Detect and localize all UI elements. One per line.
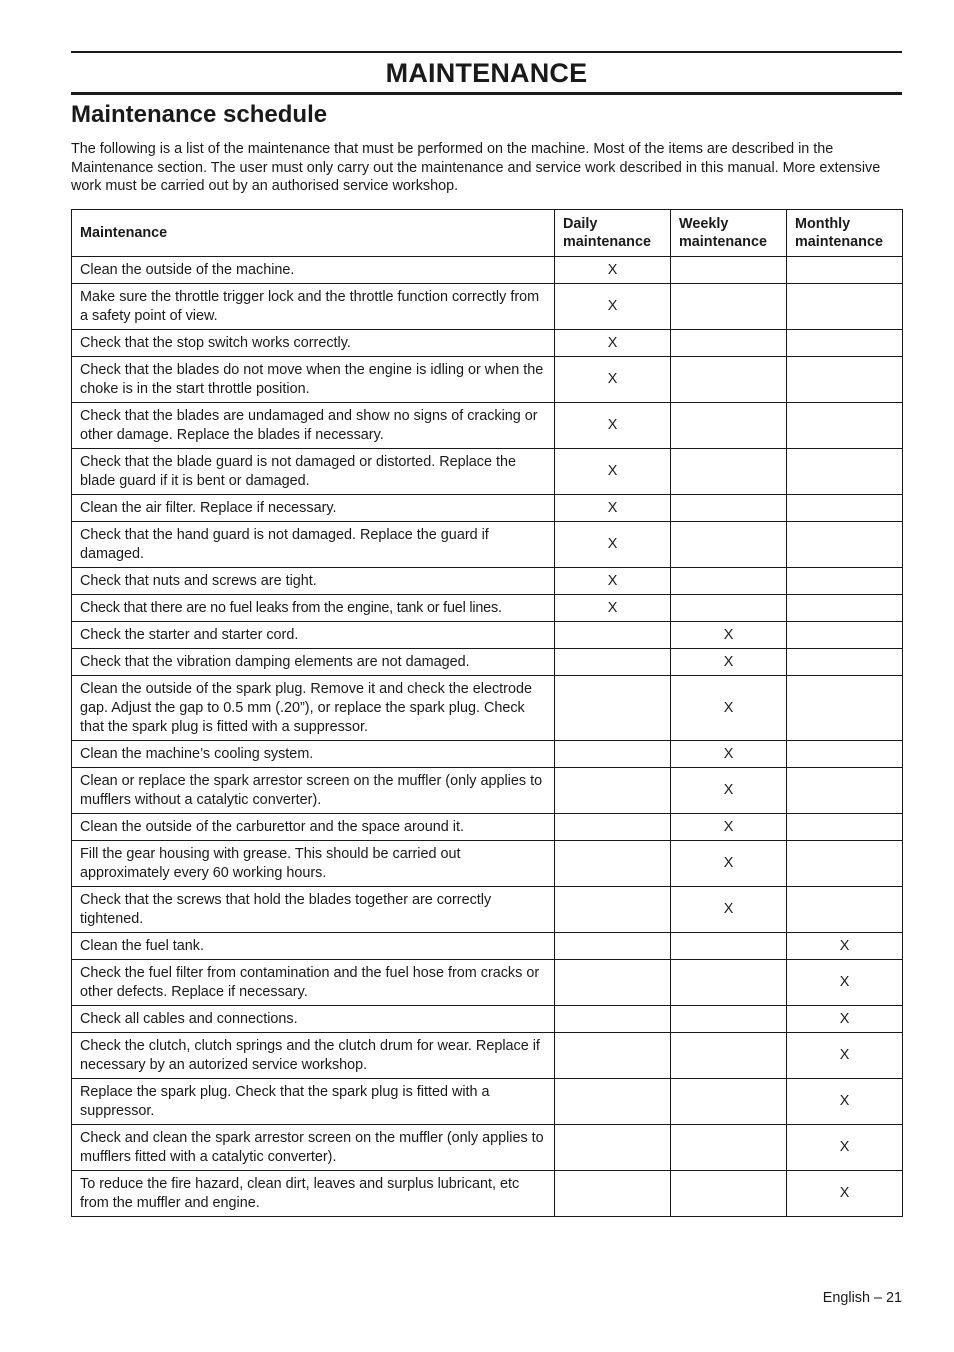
header-daily-line1: Daily: [563, 215, 598, 232]
table-body: [72, 257, 903, 1217]
header-daily-line2: maintenance: [563, 234, 651, 250]
task-cell: Check that nuts and screws are tight.: [72, 568, 555, 595]
weekly-cell: [671, 960, 787, 1006]
weekly-cell: [671, 495, 787, 522]
task-cell: Check all cables and connections.: [72, 1006, 555, 1033]
monthly-cell: X: [787, 1033, 903, 1079]
section-header: [71, 51, 902, 95]
header-maintenance: Maintenance: [72, 210, 555, 257]
weekly-cell: [671, 522, 787, 568]
header-weekly: [671, 210, 787, 257]
weekly-cell: [671, 595, 787, 622]
daily-cell: [555, 887, 671, 933]
monthly-cell: X: [787, 1171, 903, 1217]
daily-cell: X: [555, 257, 671, 284]
task-cell: Check that the hand guard is not damaged. Replace the guard if damaged.: [72, 522, 555, 568]
monthly-cell: [787, 522, 903, 568]
task-cell: Make sure the throttle trigger lock and the throttle function correctly from a safety point of view.: [72, 284, 555, 330]
daily-cell: X: [555, 568, 671, 595]
task-cell: Check that the blades do not move when the engine is idling or when the choke is in the start throttle position.: [72, 357, 555, 403]
maintenance-schedule-table: [71, 209, 903, 1217]
table-row: [72, 495, 903, 522]
table-row: [72, 841, 903, 887]
table-row: [72, 887, 903, 933]
task-cell: Check the starter and starter cord.: [72, 622, 555, 649]
daily-cell: [555, 1006, 671, 1033]
weekly-cell: [671, 257, 787, 284]
daily-cell: [555, 841, 671, 887]
daily-cell: [555, 622, 671, 649]
weekly-cell: [671, 1125, 787, 1171]
table-row: [72, 449, 903, 495]
page-footer: English – 21: [822, 1290, 902, 1306]
table-row: [72, 1125, 903, 1171]
daily-cell: X: [555, 284, 671, 330]
header-weekly-line2: maintenance: [679, 234, 767, 250]
monthly-cell: [787, 449, 903, 495]
monthly-cell: [787, 676, 903, 741]
daily-cell: X: [555, 595, 671, 622]
monthly-cell: [787, 595, 903, 622]
weekly-cell: [671, 284, 787, 330]
daily-cell: [555, 1079, 671, 1125]
daily-cell: [555, 768, 671, 814]
table-row: [72, 1033, 903, 1079]
weekly-cell: [671, 449, 787, 495]
daily-cell: X: [555, 522, 671, 568]
task-cell: Check that there are no fuel leaks from the engine, tank or fuel lines.: [72, 595, 555, 622]
daily-cell: X: [555, 357, 671, 403]
daily-cell: [555, 1125, 671, 1171]
weekly-cell: [671, 933, 787, 960]
table-row: [72, 676, 903, 741]
weekly-cell: X: [671, 649, 787, 676]
daily-cell: [555, 814, 671, 841]
monthly-cell: [787, 284, 903, 330]
table-row: [72, 933, 903, 960]
page-title: Maintenance schedule: [71, 101, 328, 128]
table-row: [72, 814, 903, 841]
monthly-cell: X: [787, 960, 903, 1006]
weekly-cell: [671, 1033, 787, 1079]
weekly-cell: X: [671, 768, 787, 814]
table-row: [72, 1079, 903, 1125]
monthly-cell: [787, 841, 903, 887]
section-title: MAINTENANCE: [385, 58, 588, 88]
table-row: [72, 330, 903, 357]
table-row: [72, 622, 903, 649]
table-row: [72, 1006, 903, 1033]
intro-paragraph: The following is a list of the maintenance that must be performed on the machine. Most of the items are described in the Maintenance section. The user must only carry out the maintenance and service work described in this manual. More extensive work must be carried out by an authorised service workshop.: [71, 141, 881, 194]
task-cell: Check that the screws that hold the blades together are correctly tightened.: [72, 887, 555, 933]
task-cell: Clean the outside of the spark plug. Remove it and check the electrode gap. Adjust the gap to 0.5 mm (.20”), or replace the spark plug. Check that the spark plug is fitted with a suppressor.: [72, 676, 555, 741]
monthly-cell: [787, 495, 903, 522]
weekly-cell: X: [671, 841, 787, 887]
task-cell: Check the clutch, clutch springs and the clutch drum for wear. Replace if necessary by an autorized service workshop.: [72, 1033, 555, 1079]
task-cell: Check the fuel filter from contamination and the fuel hose from cracks or other defects. Replace if necessary.: [72, 960, 555, 1006]
monthly-cell: [787, 622, 903, 649]
task-cell: To reduce the fire hazard, clean dirt, leaves and surplus lubricant, etc from the muffler and engine.: [72, 1171, 555, 1217]
task-cell: Check that the stop switch works correctly.: [72, 330, 555, 357]
daily-cell: [555, 741, 671, 768]
daily-cell: X: [555, 495, 671, 522]
monthly-cell: X: [787, 1125, 903, 1171]
task-cell: Clean the outside of the carburettor and the space around it.: [72, 814, 555, 841]
task-cell: Fill the gear housing with grease. This should be carried out approximately every 60 working hours.: [72, 841, 555, 887]
weekly-cell: X: [671, 887, 787, 933]
monthly-cell: X: [787, 1006, 903, 1033]
table-row: [72, 741, 903, 768]
task-cell: Clean the fuel tank.: [72, 933, 555, 960]
monthly-cell: [787, 814, 903, 841]
monthly-cell: [787, 330, 903, 357]
table-row: [72, 522, 903, 568]
weekly-cell: [671, 1079, 787, 1125]
table-row: [72, 768, 903, 814]
task-cell: Clean or replace the spark arrestor screen on the muffler (only applies to mufflers without a catalytic converter).: [72, 768, 555, 814]
weekly-cell: [671, 403, 787, 449]
weekly-cell: X: [671, 622, 787, 649]
daily-cell: [555, 933, 671, 960]
weekly-cell: X: [671, 741, 787, 768]
daily-cell: X: [555, 449, 671, 495]
monthly-cell: [787, 741, 903, 768]
weekly-cell: X: [671, 814, 787, 841]
monthly-cell: [787, 768, 903, 814]
table-row: [72, 257, 903, 284]
table-row: [72, 595, 903, 622]
daily-cell: [555, 1033, 671, 1079]
table-row: [72, 568, 903, 595]
header-monthly-line1: Monthly: [795, 215, 851, 232]
daily-cell: [555, 649, 671, 676]
monthly-cell: [787, 357, 903, 403]
table-row: [72, 960, 903, 1006]
daily-cell: X: [555, 403, 671, 449]
daily-cell: [555, 960, 671, 1006]
task-cell: Clean the machine’s cooling system.: [72, 741, 555, 768]
weekly-cell: [671, 330, 787, 357]
task-cell: Check that the vibration damping elements are not damaged.: [72, 649, 555, 676]
weekly-cell: [671, 1171, 787, 1217]
daily-cell: [555, 1171, 671, 1217]
weekly-cell: [671, 568, 787, 595]
header-monthly: [787, 210, 903, 257]
monthly-cell: [787, 649, 903, 676]
table-row: [72, 284, 903, 330]
weekly-cell: [671, 1006, 787, 1033]
task-cell: Check that the blades are undamaged and show no signs of cracking or other damage. Replace the blades if necessary.: [72, 403, 555, 449]
task-cell: Clean the outside of the machine.: [72, 257, 555, 284]
task-cell: Check and clean the spark arrestor screen on the muffler (only applies to mufflers fitted with a catalytic converter).: [72, 1125, 555, 1171]
daily-cell: [555, 676, 671, 741]
task-cell: Replace the spark plug. Check that the spark plug is fitted with a suppressor.: [72, 1079, 555, 1125]
monthly-cell: [787, 887, 903, 933]
monthly-cell: X: [787, 1079, 903, 1125]
weekly-cell: [671, 357, 787, 403]
table-row: [72, 1171, 903, 1217]
daily-cell: X: [555, 330, 671, 357]
table-row: [72, 357, 903, 403]
monthly-cell: [787, 257, 903, 284]
monthly-cell: [787, 568, 903, 595]
header-weekly-line1: Weekly: [679, 215, 729, 232]
monthly-cell: X: [787, 933, 903, 960]
header-daily: [555, 210, 671, 257]
header-monthly-line2: maintenance: [795, 234, 883, 250]
table-row: [72, 403, 903, 449]
task-cell: Check that the blade guard is not damaged or distorted. Replace the blade guard if it is bent or damaged.: [72, 449, 555, 495]
task-cell: Clean the air filter. Replace if necessary.: [72, 495, 555, 522]
monthly-cell: [787, 403, 903, 449]
table-row: [72, 649, 903, 676]
weekly-cell: X: [671, 676, 787, 741]
table-header-row: [72, 210, 903, 257]
